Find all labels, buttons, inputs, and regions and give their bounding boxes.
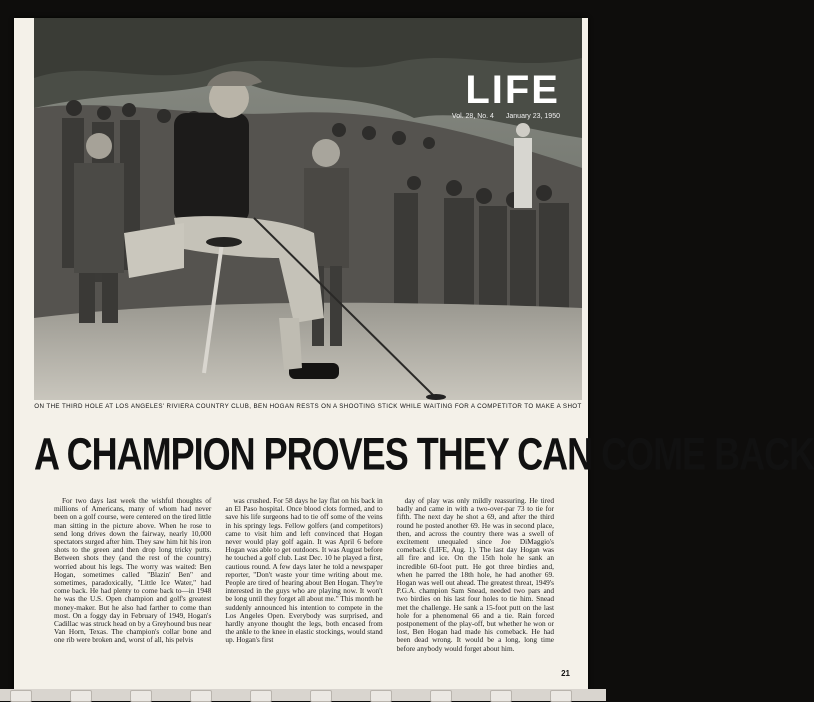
article-column-3: [397, 497, 554, 653]
issue-date: January 23, 1950: [505, 113, 560, 120]
magazine-page: [14, 18, 814, 690]
column-2-text: was crushed. For 58 days he lay flat on his back in an El Paso hospital. Once blood clots formed, and to save his life surgeons had to tie off some of the veins in his springy legs. Fellow golfers (and competitors) came to visit him and left convinced that Hogan never would play golf again. It was April 6 before Hogan was able to get outdoors. It was August before he touched a golf club. Last Dec. 10 he played a first, cautious round. A few days later he told a newspaper reporter, "Don't waste your time writing about me. People are tired of hearing about Ben Hogan. They're interested in the guys who are playing now. It won't be long until they forget all about me." This month he suddenly announced his intention to compete in the Los Angeles Open. Everybody was surprised, and hardly anyone thought the legs, both encased from the ankle to the knee in elastic stockings, would stand up. Hogan's first: [225, 496, 383, 645]
volume-number: Vol. 28, No. 4: [451, 113, 494, 120]
article-column-2: [225, 497, 382, 653]
life-logo: LIFE: [465, 68, 560, 112]
column-1-text: For two days last week the wishful thoughts of millions of Americans, many of whom had never been on a golf course, were centered on the tired little man sitting in the picture above. When he rose to send long drives down the fairway, nearly 10,000 spectators surged after him. They saw him hit his iron shots to the green and then drop long tricky putts. Between shots they (and the rest of the country) worried about his legs. The worry was waited: Ben Hogan, sometimes called "Blazin' Ben" and sometimes, paradoxically, "Little Ice Water," had come back. He had plenty to come back to—in 1948 he was the U.S. Open champion and golf's greatest money-maker. But he also had farther to come than most. On a foggy day in February of 1949, Hogan's Cadillac was struck head on by a Greyhound bus near Van Horn, Texas. The champion's collar bone and one rib were broken and, worst of all, his pelvis: [54, 496, 212, 645]
photo-caption: ON THE THIRD HOLE AT LOS ANGELES' RIVIERA COUNTRY CLUB, BEN HOGAN RESTS ON A SHOOTING STICK WHILE WAITING FOR A COMPETITOR TO MAKE A SHOT: [34, 403, 582, 410]
article-body: [54, 497, 554, 653]
issue-info: [442, 113, 560, 120]
column-3-text: day of play was only mildly reassuring. He tired badly and came in with a two-over-par 73 to tie for fifth. The next day he shot a 69, and after the third round he posted another 69. He was in second place, then, and across the country there was a swell of excitement unequaled since Joe DiMaggio's comeback (LIFE, Aug. 1). The last day Hogan was all fire and ice. On the 15th hole he sank an incredible 60-foot putt. He got three birdies and, when he parred the 18th hole, he had another 69. Hogan was well out ahead. The greatest threat, 1949's P.G.A. champion Sam Snead, needed two pars and two birdies on his last four holes to tie him. Snead met the challenge. He sank a 15-foot putt on the last hole for a phenomenal 66 and a tie. Rain forced postponement of the play-off, but whether he won or lost, Ben Hogan had made his comeback. He had been dead wrong. It would be a long, long time before anybody would forget about him.: [396, 496, 554, 653]
page-number: 21: [561, 669, 570, 678]
hogan-photo: [34, 18, 582, 400]
article-column-1: [54, 497, 211, 653]
binder-strip: [0, 689, 606, 701]
article-headline: A CHAMPION PROVES THEY CAN COME BACK: [34, 428, 814, 480]
